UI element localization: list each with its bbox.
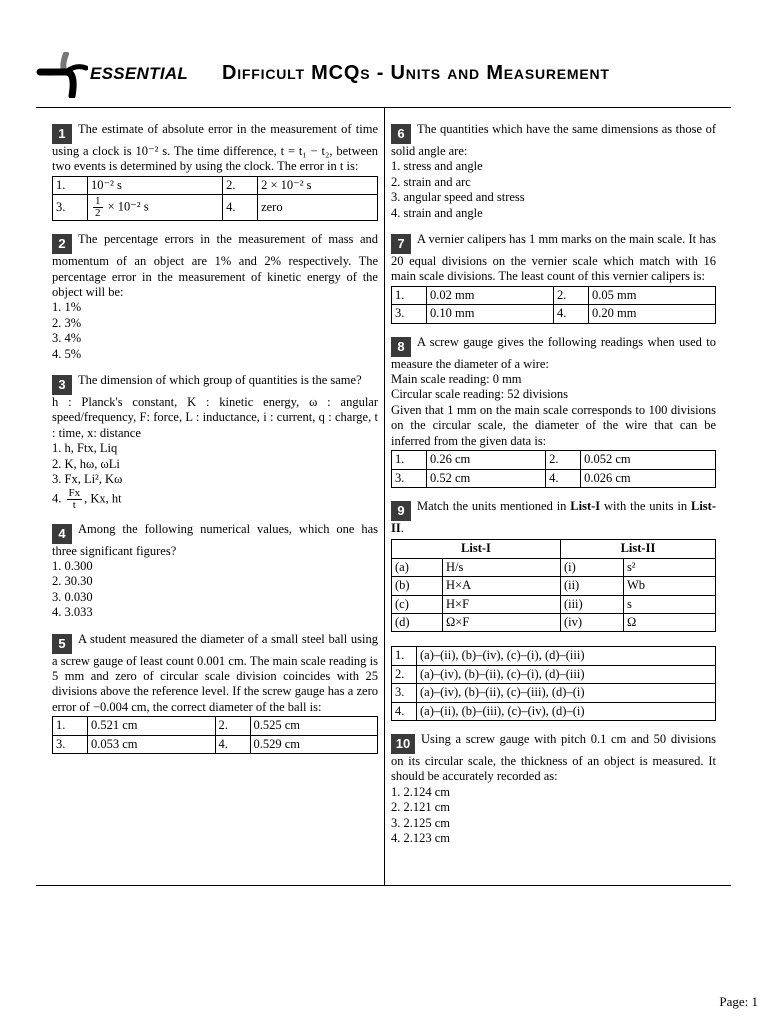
option-number: 3. <box>392 684 417 702</box>
option-3: 3. 4% <box>52 331 82 346</box>
right-column <box>391 122 716 857</box>
option-4: 0.20 mm <box>589 305 716 323</box>
option-number: 4. <box>223 195 258 221</box>
question-10 <box>391 732 716 846</box>
match-unit: H×A <box>443 577 561 595</box>
question-5 <box>52 632 378 754</box>
question-text: with the units in <box>600 498 691 513</box>
option-number: 1. <box>392 647 417 665</box>
question-text: The percentage errors in the measurement of mass and momentum of an object are 1% and 2% respectively. The percentage error in the measurement of kinetic energy of the object will be: <box>52 232 378 300</box>
option-1: 10⁻² s <box>88 176 223 194</box>
option-1: 0.02 mm <box>427 286 554 304</box>
option-number: 2. <box>554 286 589 304</box>
question-7 <box>391 232 716 324</box>
question-text-continued: Given that 1 mm on the main scale corresponds to 100 divisions on the circular scale, the diameter of the wire that can be inferred from the given data is: <box>391 402 716 448</box>
question-number: 6 <box>391 124 411 144</box>
option-2: 2. 2.121 cm <box>391 800 451 815</box>
match-unit: s² <box>623 558 715 576</box>
option-1: 0.26 cm <box>427 451 546 469</box>
options-table <box>52 716 378 754</box>
option-4: 0.026 cm <box>581 469 716 487</box>
match-label: (a) <box>392 558 443 576</box>
option-2: 2. 3% <box>52 315 82 330</box>
list-2-header: List-II <box>560 540 715 558</box>
question-text: The dimension of which group of quantities is the same? <box>78 373 362 388</box>
question-text: Using a screw gauge with pitch 0.1 cm and 50 divisions on its circular scale, the thickness of an object is measured. It should be accurately recorded as: <box>391 731 716 784</box>
question-number: 2 <box>52 234 72 254</box>
option-2: 0.052 cm <box>581 451 716 469</box>
option-4-rest: , Kx, ht <box>84 490 122 505</box>
main-scale-reading: Main scale reading: 0 mm <box>391 372 522 387</box>
question-number: 5 <box>52 634 72 654</box>
match-label: (b) <box>392 577 443 595</box>
option-number: 3. <box>392 469 427 487</box>
page-number: Page: 1 <box>719 994 758 1009</box>
answer-options-table <box>391 646 716 721</box>
list-1-header: List-I <box>392 540 561 558</box>
option-4: 4. 5% <box>52 346 82 361</box>
option-3: 3. Fx, Li², Kω <box>52 472 123 487</box>
option-1: 1. 0.300 <box>52 558 93 573</box>
list-1-ref: List-I <box>570 498 601 513</box>
option-3 <box>88 195 223 221</box>
option-4: (a)–(ii), (b)–(iii), (c)–(iv), (d)–(i) <box>417 702 716 720</box>
question-text: The estimate of absolute error in the measurement of time using a clock is 10⁻² s. The time difference, t = t₁ − t₂, between two events is determined by using the clock. The error in t is: <box>52 122 378 174</box>
option-number: 1. <box>392 451 427 469</box>
question-8 <box>391 335 716 488</box>
option-4: 4. strain and angle <box>391 205 483 220</box>
question-number: 1 <box>52 124 72 144</box>
option-2: 0.05 mm <box>589 286 716 304</box>
option-number: 4. <box>215 735 250 753</box>
question-3 <box>52 373 378 510</box>
question-number: 4 <box>52 524 72 544</box>
option-1: 1. 1% <box>52 300 82 315</box>
option-3: (a)–(iv), (b)–(ii), (c)–(iii), (d)–(i) <box>417 684 716 702</box>
option-2: (a)–(iv), (b)–(ii), (c)–(i), (d)–(iii) <box>417 665 716 683</box>
symbol-legend: h : Planck's constant, K : kinetic energy, ω : angular speed/frequency, F: force, L : inductance, i : current, q : charge, t : time, x: distance <box>52 395 378 440</box>
option-2: 2 × 10⁻² s <box>258 176 378 194</box>
option-4: zero <box>258 195 378 221</box>
question-number: 7 <box>391 234 411 254</box>
match-label: (ii) <box>560 577 623 595</box>
question-text: . <box>400 520 404 535</box>
option-3: 0.52 cm <box>427 469 546 487</box>
options-table <box>391 286 716 324</box>
match-unit: Ω <box>623 613 715 631</box>
option-2: 2. strain and arc <box>391 174 471 189</box>
option-number: 4. <box>52 490 62 505</box>
question-text: A student measured the diameter of a small steel ball using a screw gauge of least count 0.001 cm. The main scale reading is 5 mm and zero of circular scale division coincides with 25 divisions above the reference level. If the screw gauge has a zero error of −0.004 cm, the correct diameter of the ball is: <box>52 631 378 714</box>
list-2-ref: List-II <box>391 498 716 535</box>
option-number: 1. <box>53 717 88 735</box>
option-1: (a)–(ii), (b)–(iv), (c)–(i), (d)–(iii) <box>417 647 716 665</box>
circular-scale-reading: Circular scale reading: 52 divisions <box>391 387 569 402</box>
question-text: Match the units mentioned in <box>417 498 571 513</box>
option-3: 3. angular speed and stress <box>391 190 525 205</box>
option-number: 3. <box>392 305 427 323</box>
option-number: 1. <box>392 286 427 304</box>
fraction-numerator: 1 <box>95 195 101 208</box>
question-number: 10 <box>391 734 415 754</box>
question-2 <box>52 232 378 362</box>
option-1: 0.521 cm <box>88 717 216 735</box>
question-number: 3 <box>52 375 72 395</box>
option-4: 4. 2.123 cm <box>391 831 451 845</box>
question-text: A vernier calipers has 1 mm marks on the main scale. It has 20 equal divisions on the vernier scale which match with 16 main scale divisions. The least count of this vernier calipers is: <box>391 232 716 284</box>
column-divider <box>384 108 385 885</box>
option-number: 3. <box>53 735 88 753</box>
fraction-denominator: t <box>72 498 76 511</box>
match-unit: H/s <box>443 558 561 576</box>
option-3: 0.053 cm <box>88 735 216 753</box>
left-column <box>52 122 378 765</box>
question-9 <box>391 499 716 721</box>
question-number: 8 <box>391 337 411 357</box>
option-number: 4. <box>554 305 589 323</box>
logo-text: ESSENTIAL <box>90 64 189 83</box>
option-2: 0.525 cm <box>250 717 378 735</box>
option-3-rest: × 10⁻² s <box>107 199 149 214</box>
options-table <box>391 450 716 488</box>
match-table <box>391 539 716 632</box>
options-table <box>52 176 378 221</box>
option-4: 4. 3.033 <box>52 605 93 620</box>
question-text: A screw gauge gives the following readings when used to measure the diameter of a wire: <box>391 334 716 371</box>
fraction-numerator: Fx <box>68 486 81 499</box>
match-label: (c) <box>392 595 443 613</box>
match-unit: Wb <box>623 577 715 595</box>
option-number: 4. <box>546 469 581 487</box>
question-6 <box>391 122 716 221</box>
match-unit: Ω×F <box>443 613 561 631</box>
option-1: 1. h, Ftx, Liq <box>52 441 118 456</box>
option-number: 2. <box>215 717 250 735</box>
option-number: 4. <box>392 702 417 720</box>
question-4 <box>52 522 378 621</box>
option-number: 3. <box>53 195 88 221</box>
match-label: (iii) <box>560 595 623 613</box>
match-unit: H×F <box>443 595 561 613</box>
bottom-divider <box>36 885 731 886</box>
fraction-denominator: 2 <box>95 207 101 220</box>
option-2: 2. K, hω, ωLi <box>52 456 120 471</box>
question-1 <box>52 122 378 221</box>
option-2: 2. 30.30 <box>52 574 93 589</box>
match-label: (d) <box>392 613 443 631</box>
page-header <box>36 50 730 106</box>
question-text: The quantities which have the same dimensions as those of solid angle are: <box>391 122 716 158</box>
option-1: 1. stress and angle <box>391 159 483 174</box>
option-1: 1. 2.124 cm <box>391 784 451 799</box>
option-3: 0.10 mm <box>427 305 554 323</box>
question-text: Among the following numerical values, which one has three significant figures? <box>52 521 378 558</box>
option-number: 2. <box>392 665 417 683</box>
essential-logo-icon <box>36 52 88 98</box>
question-number: 9 <box>391 501 411 521</box>
match-label: (iv) <box>560 613 623 631</box>
option-3: 3. 0.030 <box>52 589 93 604</box>
option-4 <box>52 488 378 511</box>
match-label: (i) <box>560 558 623 576</box>
page-title: Difficult MCQs - Units and Measurement <box>222 62 610 84</box>
option-number: 1. <box>53 176 88 194</box>
option-3: 3. 2.125 cm <box>391 815 451 830</box>
option-number: 2. <box>223 176 258 194</box>
option-4: 0.529 cm <box>250 735 378 753</box>
match-unit: s <box>623 595 715 613</box>
option-number: 2. <box>546 451 581 469</box>
